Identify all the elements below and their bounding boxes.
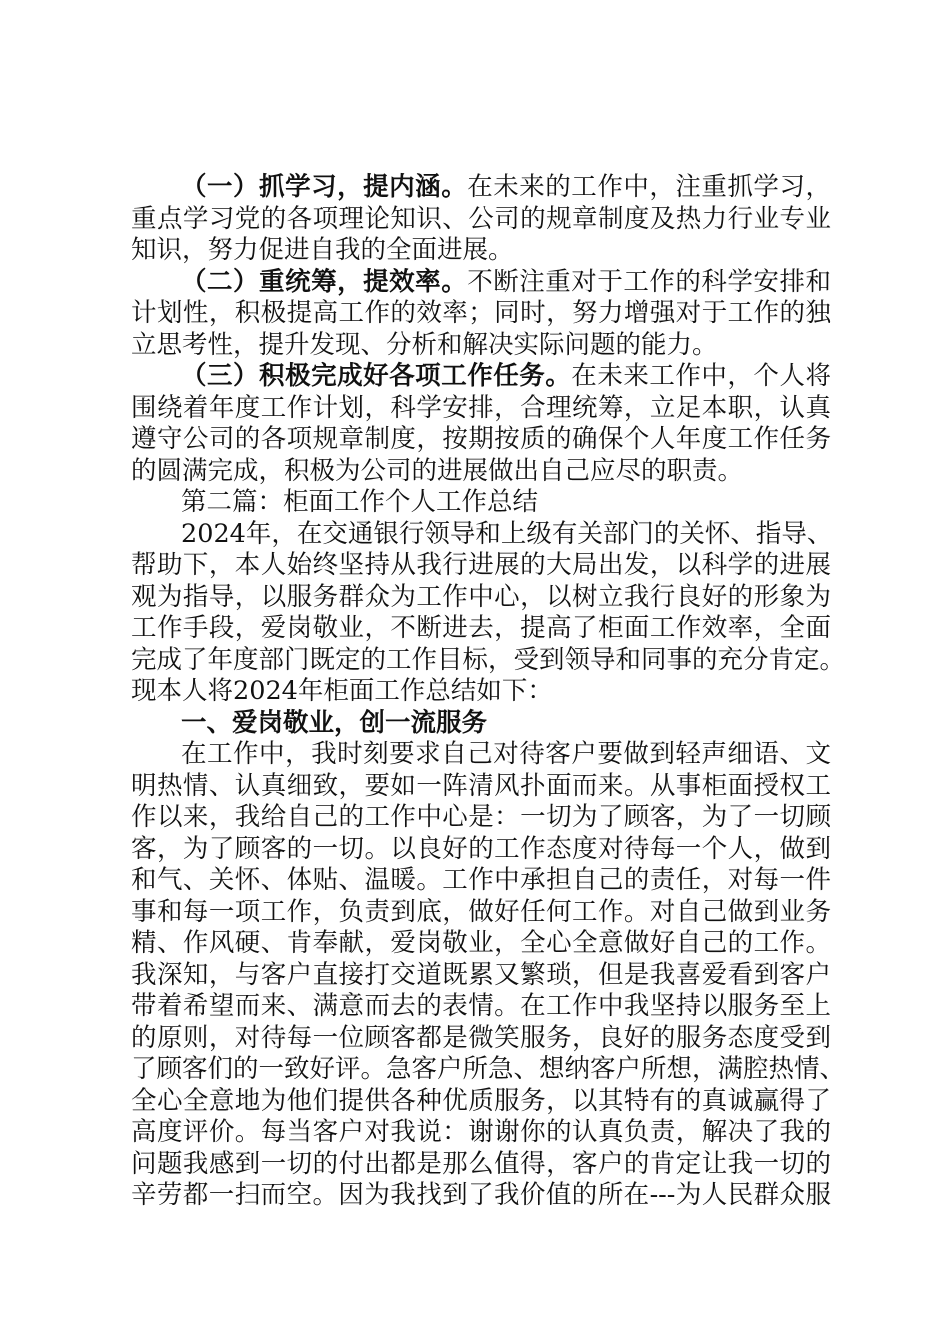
text-line: 的圆满完成，积极为公司的进展做出自己应尽的职责。 bbox=[131, 455, 744, 486]
text-line: 高度评价。每当客户对我说：谢谢你的认真负责，解决了我的 bbox=[131, 1117, 831, 1147]
line-text: 在未来的工作中，注重抓学习， bbox=[467, 172, 831, 202]
paragraph-tasks bbox=[131, 361, 831, 487]
text-line: 观为指导，以服务群众为工作中心，以树立我行良好的形象为 bbox=[131, 581, 831, 612]
paragraph-service bbox=[131, 739, 846, 1212]
text-line: 完成了年度部门既定的工作目标，受到领导和同事的充分肯定。 bbox=[131, 644, 846, 675]
paragraph-intro bbox=[131, 518, 846, 708]
text-line: 事和每一项工作，负责到底，做好任何工作。对自己做到业务 bbox=[131, 896, 831, 927]
text-line: 精、作风硬、肯奉献，爱岗敬业，全心全意做好自己的工作。 bbox=[131, 928, 831, 958]
paragraph-heading: （三）积极完成好各项工作任务。 bbox=[181, 361, 572, 391]
text-line: 辛劳都一扫而空。因为我找到了我价值的所在---为人民群众服 bbox=[131, 1180, 831, 1210]
text-line: 带着希望而来、满意而去的表情。在工作中我坚持以服务至上 bbox=[131, 991, 831, 1021]
text-line: 2024年，在交通银行领导和上级有关部门的关怀、指导、 bbox=[181, 518, 833, 549]
text-line: 重点学习党的各项理论知识、公司的规章制度及热力行业专业 bbox=[131, 203, 831, 234]
text-line bbox=[131, 267, 831, 299]
text-line: 我深知，与客户直接打交道既累又繁琐，但是我喜爱看到客户 bbox=[131, 959, 831, 990]
paragraph-heading: （一）抓学习，提内涵。 bbox=[181, 172, 468, 202]
text-line: 计划性，积极提高工作的效率；同时，努力增强对于工作的独 bbox=[131, 298, 831, 328]
paragraph-study bbox=[131, 172, 831, 267]
text-line: 帮助下，本人始终坚持从我行进展的大局出发，以科学的进展 bbox=[131, 550, 831, 580]
line-text: 在未来工作中，个人将 bbox=[571, 361, 831, 391]
paragraph-heading: （二）重统筹，提效率。 bbox=[181, 266, 468, 297]
text-line: 立思考性，提升发现、分析和解决实际问题的能力。 bbox=[131, 329, 718, 360]
text-line: 第二篇：柜面工作个人工作总结 bbox=[181, 487, 539, 517]
text-line: 和气、关怀、体贴、温暖。工作中承担自己的责任，对每一件 bbox=[131, 865, 831, 895]
paragraph-efficiency bbox=[131, 267, 831, 362]
text-line: 明热情、认真细致，要如一阵清风扑面而来。从事柜面授权工 bbox=[131, 770, 831, 801]
text-line: 知识，努力促进自我的全面进展。 bbox=[131, 235, 514, 265]
text-line: 工作手段，爱岗敬业，不断进去，提高了柜面工作效率，全面 bbox=[131, 613, 831, 643]
text-line: 围绕着年度工作计划，科学安排，合理统筹，立足本职，认真 bbox=[131, 392, 831, 423]
text-line bbox=[131, 361, 831, 393]
text-line: 现本人将2024年柜面工作总结如下： bbox=[131, 676, 553, 706]
text-line: 问题我感到一切的付出都是那么值得，客户的肯定让我一切的 bbox=[131, 1148, 831, 1179]
text-line: 一、爱岗敬业，创一流服务 bbox=[181, 707, 488, 738]
section-title bbox=[131, 487, 831, 519]
text-line bbox=[131, 172, 831, 204]
text-line: 的原则，对待每一位顾客都是微笑服务，良好的服务态度受到 bbox=[131, 1022, 831, 1053]
subsection-heading bbox=[131, 708, 831, 740]
text-line: 了顾客们的一致好评。急客户所急、想纳客户所想，满腔热情、 bbox=[131, 1054, 846, 1084]
text-line: 作以来，我给自己的工作中心是：一切为了顾客，为了一切顾 bbox=[131, 802, 831, 832]
text-line: 在工作中，我时刻要求自己对待客户要做到轻声细语、文 bbox=[181, 739, 831, 769]
text-line: 全心全意地为他们提供各种优质服务，以其特有的真诚赢得了 bbox=[131, 1085, 831, 1116]
text-line: 客，为了顾客的一切。以良好的工作态度对待每一个人，做到 bbox=[131, 833, 831, 864]
document-body bbox=[131, 172, 846, 1212]
line-text: 不断注重对于工作的科学安排和 bbox=[467, 266, 831, 297]
text-line: 遵守公司的各项规章制度，按期按质的确保个人年度工作任务 bbox=[131, 424, 831, 454]
